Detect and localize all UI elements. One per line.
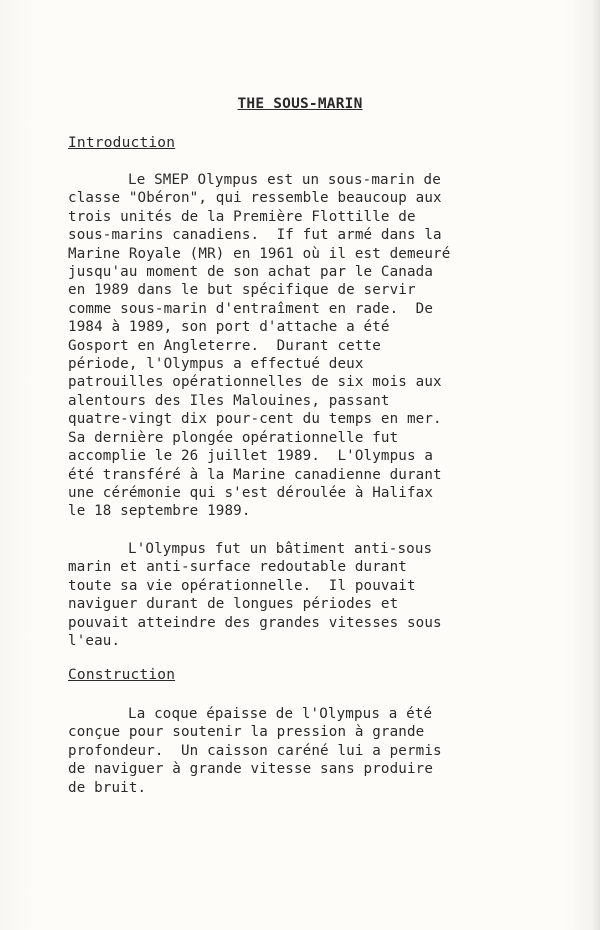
text-line: le 18 septembre 1989.: [68, 503, 251, 520]
page-edge-shadow: [592, 0, 600, 930]
text-line: L'Olympus fut un bâtiment anti-sous: [128, 541, 433, 557]
text-line: Gosport en Angleterre. Durant cette: [68, 337, 381, 354]
text-line: trois unités de la Première Flottille de: [68, 208, 416, 225]
text-line: comme sous-marin d'entraîment en rade. De: [68, 300, 434, 317]
text-line: quatre-vingt dix pour-cent du temps en mer.: [68, 411, 442, 428]
text-line: l'eau.: [68, 633, 121, 650]
text-line: une cérémonie qui s'est déroulée à Halifax: [68, 484, 434, 501]
section-heading-introduction: Introduction: [68, 135, 176, 151]
text-line: accomplie le 26 juillet 1989. L'Olympus a: [68, 448, 434, 465]
text-line: toute sa vie opérationnelle. Il pouvait: [68, 577, 416, 594]
text-line: classe "Obéron", qui ressemble beaucoup aux: [68, 190, 442, 207]
text-line: alentours des Iles Malouines, passant: [68, 392, 390, 409]
intro-paragraph-2: [68, 540, 548, 650]
text-line: patrouilles opérationnelles de six mois aux: [68, 374, 442, 391]
text-line: en 1989 dans le but spécifique de servir: [68, 282, 416, 299]
text-line: sous-marins canadiens. If fut armé dans la: [68, 227, 442, 244]
text-line: La coque épaisse de l'Olympus a été: [128, 706, 433, 722]
text-line: été transféré à la Marine canadienne durant: [68, 466, 442, 483]
text-line: 1984 à 1989, son port d'attache a été: [68, 319, 390, 336]
page-title: THE SOUS-MARIN: [237, 96, 363, 112]
text-line: pouvait atteindre des grandes vitesses sous: [68, 614, 442, 631]
text-line: naviguer durant de longues périodes et: [68, 596, 399, 613]
text-line: période, l'Olympus a effectué deux: [68, 356, 364, 373]
text-line: de bruit.: [68, 779, 147, 796]
text-line: Sa dernière plongée opérationnelle fut: [68, 429, 399, 446]
section-heading-construction: Construction: [68, 667, 176, 683]
text-line: conçue pour soutenir la pression à grande: [68, 724, 425, 741]
construction-paragraph: [68, 705, 548, 797]
text-line: marin et anti-surface redoutable durant: [68, 559, 407, 576]
text-line: Marine Royale (MR) en 1961 où il est demeuré: [68, 245, 451, 262]
text-line: de naviguer à grande vitesse sans produire: [68, 761, 434, 778]
intro-paragraph-1: [68, 171, 548, 521]
text-line: jusqu'au moment de son achat par le Canada: [68, 264, 434, 281]
text-line: Le SMEP Olympus est un sous-marin de: [128, 172, 441, 188]
text-line: profondeur. Un caisson caréné lui a permis: [68, 742, 442, 759]
